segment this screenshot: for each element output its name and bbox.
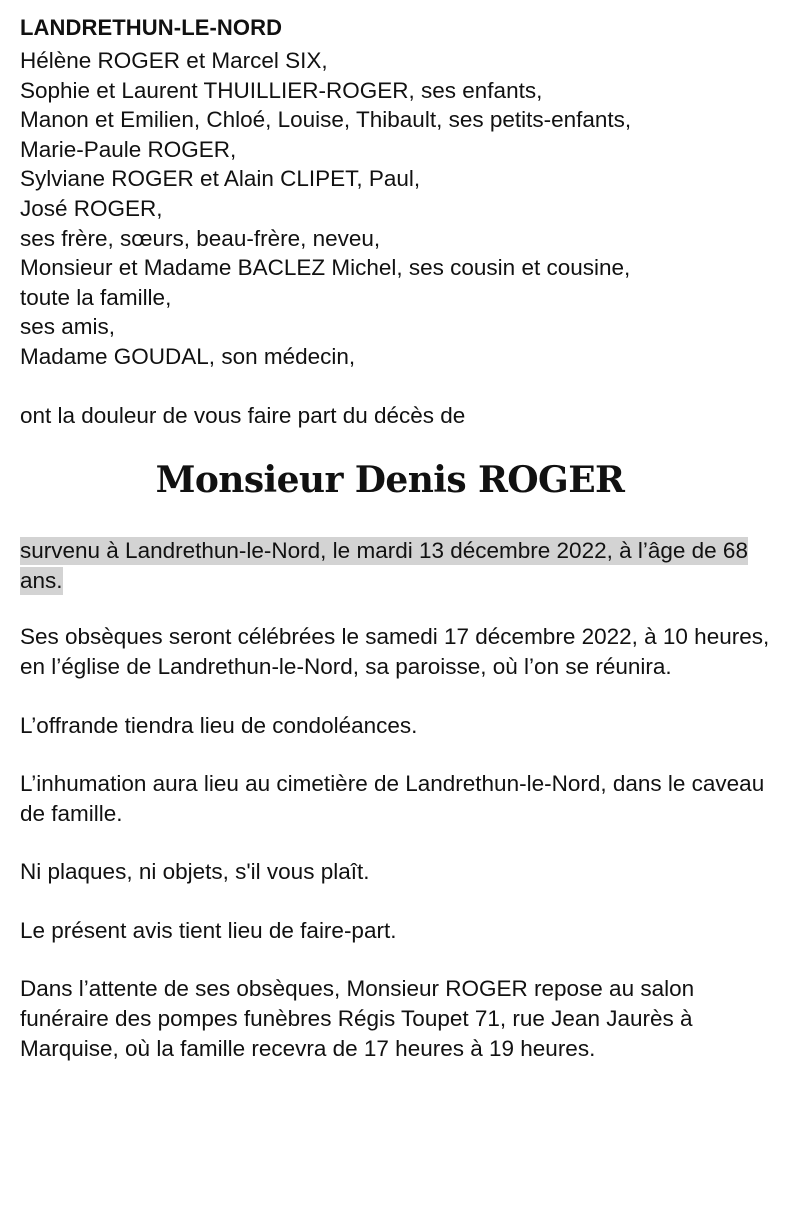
death-details-block bbox=[20, 536, 790, 595]
obituary-notice bbox=[20, 14, 790, 1063]
family-line: Sophie et Laurent THUILLIER-ROGER, ses enfants, bbox=[20, 77, 543, 103]
deceased-name: Monsieur Denis ROGER bbox=[155, 459, 625, 502]
family-line: Monsieur et Madame BACLEZ Michel, ses cousin et cousine, bbox=[20, 255, 631, 281]
family-list bbox=[20, 46, 790, 372]
no-plaques-paragraph: Ni plaques, ni objets, s'il vous plaît. bbox=[20, 859, 370, 885]
funeral-service-paragraph: Ses obsèques seront célébrées le samedi 17 décembre 2022, à 10 heures, en l’église de Landrethun-le-Nord, sa paroisse, où l’on se réunira. bbox=[20, 624, 770, 679]
family-line: Hélène ROGER et Marcel SIX, bbox=[20, 48, 328, 73]
family-line: José ROGER, bbox=[20, 195, 163, 221]
funeral-home-paragraph: Dans l’attente de ses obsèques, Monsieur ROGER repose au salon funéraire des pompes funèbres Régis Toupet 71, rue Jean Jaurès à Marquise, où la famille recevra de 17 heures à 19 heures. bbox=[20, 976, 695, 1061]
notice-location: LANDRETHUN-LE-NORD bbox=[20, 15, 283, 40]
announcement-intro: ont la douleur de vous faire part du décès de bbox=[20, 402, 466, 428]
family-line: Sylviane ROGER et Alain CLIPET, Paul, bbox=[20, 166, 421, 192]
family-line: Manon et Emilien, Chloé, Louise, Thibault, ses petits-enfants, bbox=[20, 107, 632, 133]
family-line: Madame GOUDAL, son médecin, bbox=[20, 343, 356, 369]
death-details-highlight: survenu à Landrethun-le-Nord, le mardi 13 décembre 2022, à l’âge de 68 ans. bbox=[20, 538, 748, 593]
burial-paragraph: L’inhumation aura lieu au cimetière de Landrethun-le-Nord, dans le caveau de famille. bbox=[20, 771, 765, 826]
family-line: ses amis, bbox=[20, 314, 116, 340]
offering-paragraph: L’offrande tiendra lieu de condoléances. bbox=[20, 712, 418, 738]
family-line: Marie-Paule ROGER, bbox=[20, 136, 237, 162]
family-line: toute la famille, bbox=[20, 284, 172, 310]
notice-paragraph: Le présent avis tient lieu de faire-part. bbox=[20, 917, 397, 943]
family-line: ses frère, sœurs, beau-frère, neveu, bbox=[20, 225, 381, 251]
